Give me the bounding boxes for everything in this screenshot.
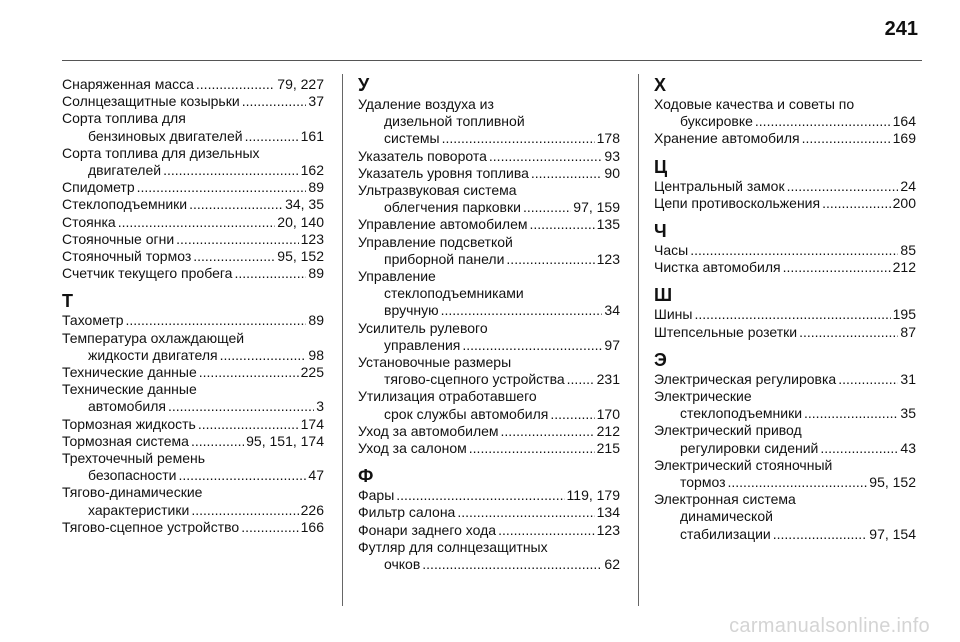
dot-leader [137, 179, 307, 196]
entry-last-line [654, 526, 916, 543]
page-reference[interactable]: 95, 152 [869, 474, 916, 491]
index-column-3 [654, 76, 916, 543]
page-reference[interactable]: 87 [900, 323, 916, 340]
dot-leader [396, 487, 564, 504]
entry-last-line [358, 251, 620, 268]
entry-term: Фары [358, 487, 395, 504]
dot-leader [783, 259, 891, 276]
index-letter-heading: У [358, 75, 370, 95]
dot-leader [802, 130, 891, 147]
page-reference[interactable]: 89 [308, 179, 324, 196]
index-entry[interactable] [654, 195, 916, 212]
entry-last-line [358, 130, 620, 147]
entry-text-line: Электронная система [654, 491, 796, 508]
page-reference[interactable]: 34, 35 [285, 196, 324, 213]
index-letter-heading: Э [654, 349, 667, 370]
index-entry[interactable] [358, 423, 620, 440]
index-entry[interactable] [62, 110, 324, 144]
index-entry[interactable] [358, 522, 620, 539]
page-reference[interactable]: 178 [596, 130, 620, 147]
index-entry[interactable] [358, 182, 620, 216]
page-reference[interactable]: 212 [892, 259, 916, 276]
dot-leader [501, 423, 595, 440]
entry-term: Стоянка [62, 213, 116, 230]
page-reference[interactable]: 170 [596, 405, 620, 422]
entry-term: Стояночные огни [62, 230, 175, 247]
dot-leader [241, 519, 298, 536]
index-entry[interactable] [62, 145, 324, 179]
index-entry[interactable] [654, 178, 916, 195]
index-entry[interactable] [654, 422, 916, 456]
index-column-2 [358, 76, 620, 573]
index-entry[interactable] [358, 354, 620, 388]
index-entry[interactable] [358, 234, 620, 268]
entry-last-line [62, 312, 324, 329]
page-reference[interactable]: 3 [316, 398, 324, 415]
entry-text-line: Утилизация отработавшего [358, 388, 537, 405]
page-reference[interactable]: 97 [604, 336, 620, 353]
dot-leader [462, 337, 602, 354]
entry-term: буксировке [680, 113, 753, 130]
dot-leader [189, 196, 283, 213]
index-entry[interactable] [358, 539, 620, 573]
page-number: 241 [884, 18, 918, 40]
page-reference[interactable]: 123 [596, 521, 620, 538]
dot-leader [191, 433, 244, 450]
page-reference[interactable]: 164 [892, 113, 916, 130]
index-entry[interactable] [654, 259, 916, 276]
entry-last-line [62, 398, 324, 415]
page-reference[interactable]: 166 [300, 518, 324, 535]
entry-last-line [358, 522, 620, 539]
entry-last-line [358, 406, 620, 423]
entry-text-line: Установочные размеры [358, 354, 512, 371]
entry-last-line [62, 467, 324, 484]
index-entry[interactable] [62, 381, 324, 415]
entry-last-line [654, 474, 916, 491]
index-entry[interactable] [654, 457, 916, 491]
entry-text-line: Управление подсветкой [358, 233, 513, 250]
entry-term: системы [384, 130, 440, 147]
page-reference[interactable]: 93 [604, 147, 620, 164]
index-letter-heading: Т [62, 291, 73, 312]
entry-last-line [654, 324, 916, 341]
page-reference[interactable]: 47 [308, 467, 324, 484]
index-entry[interactable] [654, 242, 916, 259]
entry-term: очков [384, 556, 421, 573]
entry-term: Штепсельные розетки [654, 323, 798, 340]
entry-term: облегчения парковки [384, 199, 521, 216]
entry-last-line [62, 93, 324, 110]
index-entry[interactable] [62, 364, 324, 381]
page-reference[interactable]: 90 [604, 164, 620, 181]
index-entry[interactable] [62, 214, 324, 231]
dot-leader [506, 251, 594, 268]
entry-term: Технические данные [62, 364, 197, 381]
entry-term: Цепи противоскольжения [654, 194, 821, 211]
entry-last-line [654, 242, 916, 259]
index-entry[interactable] [62, 93, 324, 110]
index-letter-heading: Ш [654, 285, 673, 306]
index-column-1 [62, 76, 324, 536]
entry-term: Хранение автомобиля [654, 130, 800, 147]
index-entry[interactable] [62, 519, 324, 536]
entry-text-line: Ходовые качества и советы по [654, 96, 855, 112]
entry-term: Уход за автомобилем [358, 422, 499, 439]
entry-term: Стеклоподъемники [62, 196, 188, 213]
index-entry[interactable] [358, 320, 620, 354]
page-reference[interactable]: 24 [900, 177, 916, 194]
dot-leader [728, 474, 868, 491]
entry-term: приборной панели [384, 250, 505, 267]
dot-leader [530, 216, 595, 233]
dot-leader [838, 371, 898, 388]
entry-term: Тормозная система [62, 432, 189, 449]
index-entry[interactable] [62, 179, 324, 196]
entry-text-line: Сорта топлива для дизельных [62, 144, 260, 161]
entry-last-line [358, 440, 620, 457]
entry-last-line [62, 502, 324, 519]
entry-last-line [62, 265, 324, 282]
entry-text-line: Усилитель рулевого [358, 319, 488, 336]
dot-leader [118, 214, 276, 231]
entry-term: Электрическая регулировка [654, 370, 837, 387]
entry-last-line [358, 423, 620, 440]
dot-leader [469, 440, 595, 457]
entry-last-line [62, 519, 324, 536]
entry-last-line [654, 195, 916, 212]
dot-leader [531, 165, 603, 182]
column-divider-2 [638, 74, 639, 606]
index-letter-heading: Х [654, 75, 667, 95]
index-entry[interactable] [654, 491, 916, 543]
entry-term: Солнцезащитные козырьки [62, 93, 240, 110]
header-rule [62, 60, 922, 61]
dot-leader [179, 467, 307, 484]
page-reference[interactable]: 200 [892, 194, 916, 211]
index-entry[interactable] [62, 196, 324, 213]
entry-term: стеклоподъемники [680, 405, 803, 422]
index-entry[interactable] [358, 268, 620, 320]
entry-text-line: динамической [680, 508, 773, 525]
dot-leader [567, 371, 595, 388]
entry-text-line: Управление [358, 268, 436, 285]
entry-last-line [654, 259, 916, 276]
entry-text-line: Электрический привод [654, 422, 802, 439]
page-reference[interactable]: 43 [900, 439, 916, 456]
dot-leader [198, 416, 299, 433]
entry-term: Тягово-сцепное устройство [62, 518, 240, 535]
entry-term: характеристики [88, 501, 190, 518]
page-reference[interactable]: 134 [596, 504, 620, 521]
entry-last-line [62, 76, 324, 93]
index-entry[interactable] [358, 487, 620, 504]
entry-term: тормоз [680, 474, 726, 491]
dot-leader [168, 398, 314, 415]
entry-term: регулировки сидений [680, 439, 819, 456]
entry-last-line [654, 113, 916, 130]
index-entry[interactable] [62, 330, 324, 364]
entry-text-line: Электрические [654, 388, 752, 405]
page-reference[interactable]: 169 [892, 130, 916, 147]
dot-leader [234, 265, 306, 282]
page-reference[interactable]: 89 [308, 265, 324, 282]
entry-term: вручную [384, 302, 439, 319]
page-reference[interactable]: 195 [892, 306, 916, 323]
entry-term: безопасности [88, 467, 177, 484]
dot-leader [457, 504, 594, 521]
entry-text-line: Трехточечный ремень [62, 450, 206, 467]
entry-last-line [654, 306, 916, 323]
entry-last-line [62, 196, 324, 213]
entry-text-line: дизельной топливной [384, 113, 525, 130]
index-entry[interactable] [358, 216, 620, 233]
entry-term: Тормозная жидкость [62, 415, 196, 432]
entry-last-line [358, 371, 620, 388]
entry-term: стабилизации [680, 525, 771, 542]
index-entry[interactable] [358, 440, 620, 457]
entry-term: Шины [654, 306, 693, 323]
index-entry[interactable] [358, 165, 620, 182]
dot-leader [441, 302, 603, 319]
page-reference[interactable]: 231 [596, 371, 620, 388]
index-entry[interactable] [654, 388, 916, 422]
entry-term: срок службы автомобиля [384, 405, 549, 422]
dot-leader [422, 556, 602, 573]
entry-term: автомобиля [88, 398, 166, 415]
page-reference[interactable]: 89 [308, 312, 324, 329]
page-reference[interactable]: 123 [300, 230, 324, 247]
dot-leader [773, 526, 868, 543]
entry-term: Счетчик текущего пробега [62, 265, 233, 282]
index-entry[interactable] [358, 148, 620, 165]
entry-last-line [654, 371, 916, 388]
page-reference[interactable]: 79, 227 [277, 76, 324, 92]
dot-leader [442, 130, 595, 147]
entry-last-line [358, 148, 620, 165]
dot-leader [199, 364, 299, 381]
entry-text-line: Электрический стояночный [654, 456, 833, 473]
entry-last-line [358, 556, 620, 573]
page-reference[interactable]: 97, 159 [573, 199, 620, 216]
index-entry[interactable] [358, 96, 620, 148]
entry-last-line [654, 405, 916, 422]
index-entry[interactable] [654, 324, 916, 341]
entry-term: Тахометр [62, 312, 124, 329]
watermark: carmanualsonline.info [729, 615, 930, 637]
entry-last-line [62, 162, 324, 179]
entry-last-line [62, 231, 324, 248]
entry-last-line [62, 128, 324, 145]
entry-term: Фонари заднего хода [358, 521, 497, 538]
index-letter-heading: Ф [358, 466, 374, 487]
entry-term: Указатель уровня топлива [358, 164, 529, 181]
index-entry[interactable] [62, 265, 324, 282]
entry-term: Управление автомобилем [358, 216, 528, 233]
entry-last-line [62, 364, 324, 381]
index-entry[interactable] [358, 504, 620, 521]
page-reference[interactable]: 37 [308, 93, 324, 110]
index-letter-heading: Ч [654, 221, 667, 242]
index-entry[interactable] [62, 416, 324, 433]
index-entry[interactable] [358, 388, 620, 422]
page-reference[interactable]: 98 [308, 346, 324, 363]
page-reference[interactable]: 119, 179 [566, 487, 620, 504]
dot-leader [176, 231, 298, 248]
page-reference[interactable]: 97, 154 [869, 525, 916, 542]
entry-last-line [62, 179, 324, 196]
entry-last-line [654, 440, 916, 457]
entry-text-line: Ультразвуковая система [358, 182, 517, 199]
dot-leader [220, 347, 307, 364]
dot-leader [193, 248, 275, 265]
dot-leader [690, 242, 898, 259]
entry-last-line [358, 216, 620, 233]
entry-term: тягово-сцепного устройства [384, 371, 565, 388]
dot-leader [489, 148, 603, 165]
index-entry[interactable] [62, 450, 324, 484]
entry-last-line [358, 165, 620, 182]
page-reference[interactable]: 174 [300, 415, 324, 432]
entry-term: Уход за салоном [358, 440, 467, 457]
page-reference[interactable]: 135 [596, 216, 620, 233]
entry-last-line [358, 337, 620, 354]
entry-last-line [62, 214, 324, 231]
page-reference[interactable]: 62 [604, 556, 620, 573]
index-entry[interactable] [654, 96, 916, 130]
entry-term: Спидометр [62, 179, 135, 196]
page-reference[interactable]: 225 [300, 364, 324, 381]
entry-last-line [654, 130, 916, 147]
index-entry[interactable] [62, 248, 324, 265]
entry-term: управления [384, 336, 461, 353]
dot-leader [245, 128, 299, 145]
page-reference[interactable]: 35 [900, 405, 916, 422]
dot-leader [163, 162, 299, 179]
entry-last-line [358, 487, 620, 504]
entry-term: Стояночный тормоз [62, 248, 192, 265]
dot-leader [820, 440, 898, 457]
dot-leader [550, 406, 594, 423]
page-reference[interactable]: 31 [900, 370, 916, 387]
page-reference[interactable]: 34 [604, 302, 620, 319]
entry-term: жидкости двигателя [88, 346, 218, 363]
entry-text-line: стеклоподъемниками [384, 285, 524, 302]
dot-leader [804, 405, 898, 422]
page-reference[interactable]: 226 [300, 501, 324, 518]
page-reference[interactable]: 215 [596, 440, 620, 457]
entry-text-line: Сорта топлива для [62, 110, 186, 127]
index-entry[interactable] [654, 371, 916, 388]
entry-text-line: Тягово-динамические [62, 484, 203, 501]
entry-term: бензиновых двигателей [88, 127, 243, 144]
index-entry[interactable] [62, 484, 324, 518]
index-letter-heading: Ц [654, 156, 668, 177]
dot-leader [125, 312, 306, 329]
entry-text-line: Температура охлаждающей [62, 329, 245, 346]
entry-term: Часы [654, 242, 689, 259]
entry-text-line: Футляр для солнцезащитных [358, 538, 548, 555]
dot-leader [799, 324, 898, 341]
index-entry[interactable] [62, 231, 324, 248]
dot-leader [498, 522, 595, 539]
entry-term: Центральный замок [654, 177, 785, 194]
dot-leader [755, 113, 891, 130]
entry-last-line [358, 302, 620, 319]
page-reference[interactable]: 95, 151, 174 [246, 432, 324, 449]
column-divider-1 [342, 74, 343, 606]
entry-last-line [62, 416, 324, 433]
dot-leader [523, 199, 571, 216]
entry-last-line [62, 248, 324, 265]
page-reference[interactable]: 20, 140 [277, 213, 324, 230]
page-reference[interactable]: 161 [300, 127, 324, 144]
index-entry[interactable] [62, 312, 324, 329]
entry-last-line [62, 347, 324, 364]
entry-term: Указатель поворота [358, 147, 487, 164]
entry-last-line [62, 433, 324, 450]
entry-term: двигателей [88, 162, 162, 179]
dot-leader [787, 178, 899, 195]
page-reference[interactable]: 212 [596, 422, 620, 439]
index-entry[interactable] [62, 433, 324, 450]
dot-leader [694, 306, 890, 323]
index-entry[interactable] [654, 306, 916, 323]
dot-leader [242, 93, 307, 110]
page-reference[interactable]: 85 [900, 242, 916, 259]
dot-leader [822, 195, 891, 212]
page-reference[interactable]: 95, 152 [277, 248, 324, 265]
entry-last-line [654, 178, 916, 195]
entry-text-line: Технические данные [62, 381, 197, 398]
index-entry[interactable] [654, 130, 916, 147]
dot-leader [191, 502, 298, 519]
entry-term: Чистка автомобиля [654, 259, 781, 276]
index-entry[interactable] [62, 76, 324, 93]
page-reference[interactable]: 162 [300, 162, 324, 179]
entry-term: Снаряженная масса [62, 76, 194, 92]
entry-last-line [358, 504, 620, 521]
entry-term: Фильтр салона [358, 504, 456, 521]
dot-leader [196, 76, 275, 93]
page-reference[interactable]: 123 [596, 250, 620, 267]
entry-text-line: Удаление воздуха из [358, 96, 494, 112]
entry-last-line [358, 199, 620, 216]
